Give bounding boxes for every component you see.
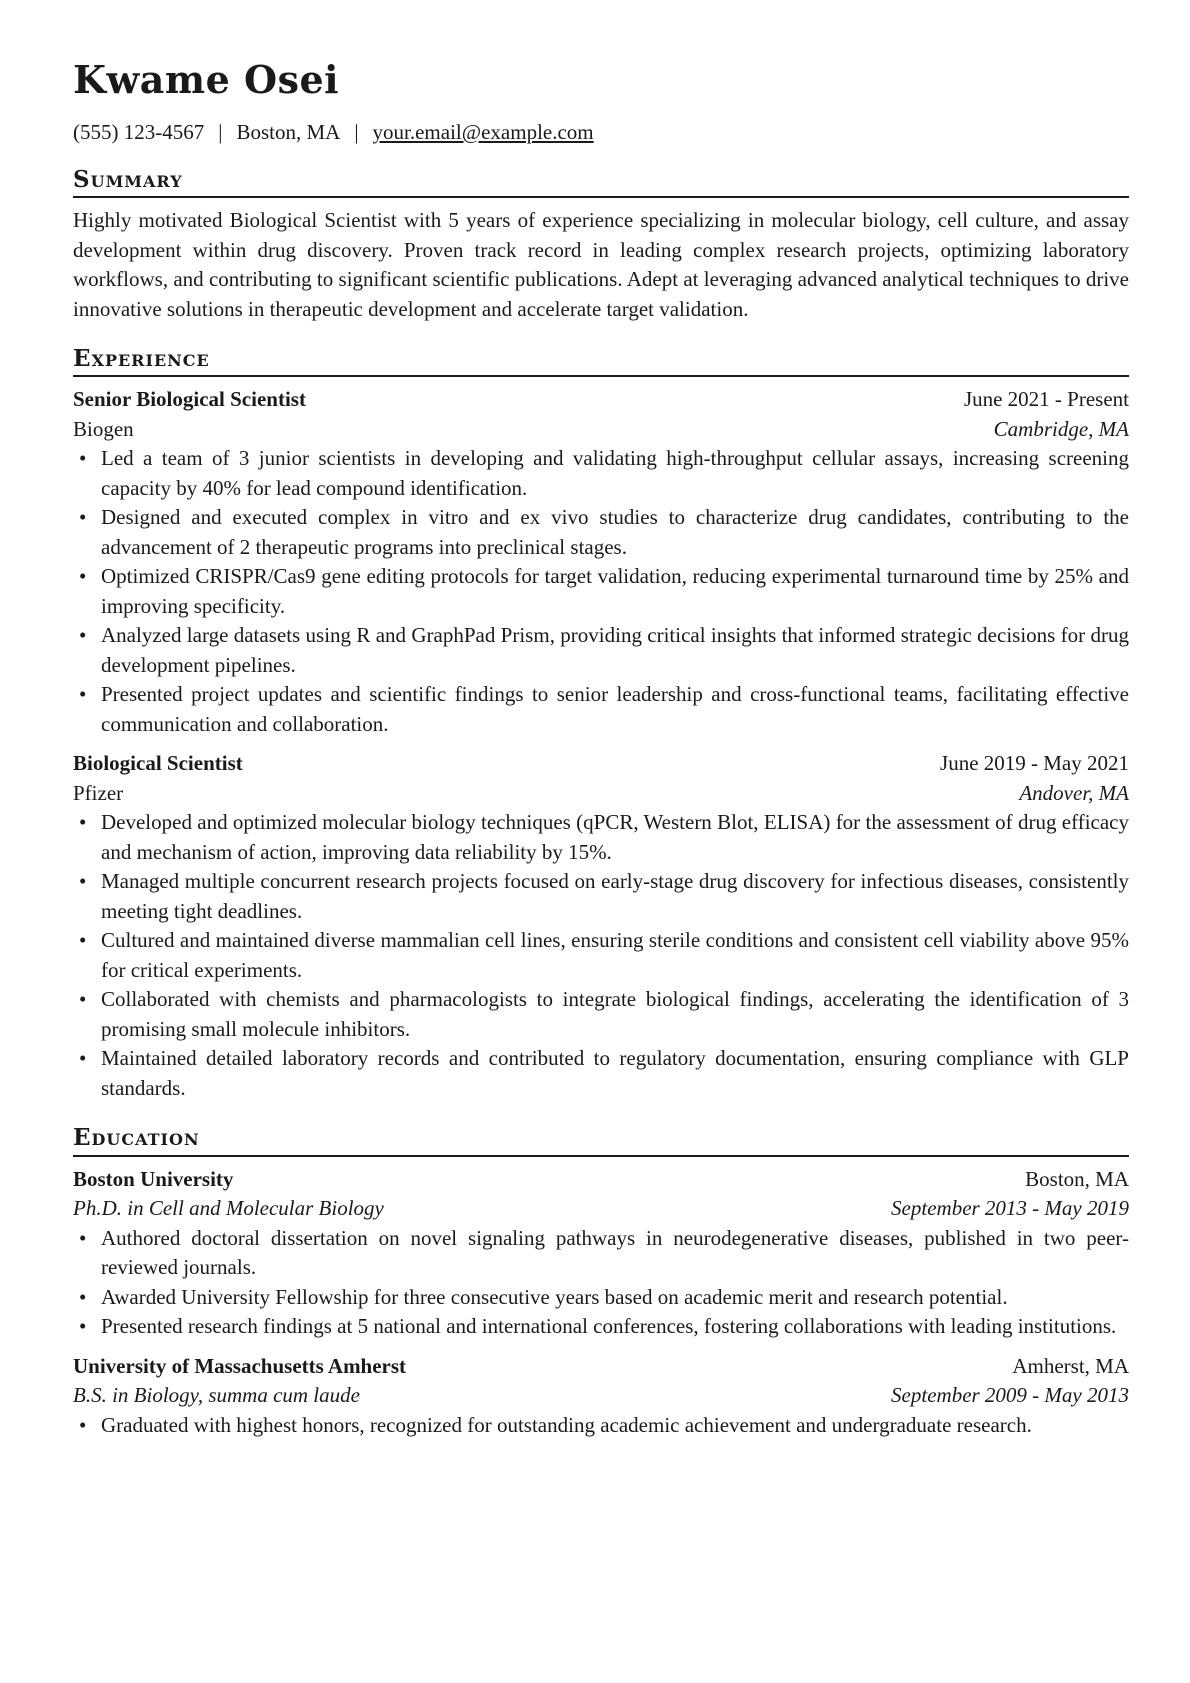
bullet-text: Managed multiple concurrent research projects focused on early-stage drug discovery for infectious diseases, consistently meeting tight deadlines. <box>101 869 1129 923</box>
bullet-icon: • <box>79 869 87 894</box>
education-entry <box>73 1165 1129 1342</box>
bullet-item <box>73 1312 1129 1342</box>
summary-section <box>73 167 1129 324</box>
bullet-text: Cultured and maintained diverse mammalian cell lines, ensuring sterile conditions and consistent cell viability above 95% for critical experiments. <box>101 928 1129 982</box>
bullet-item <box>73 867 1129 926</box>
bullet-icon: • <box>79 505 87 530</box>
bullet-text: Led a team of 3 junior scientists in developing and validating high-throughput cellular assays, increasing screening capacity by 40% for lead compound identification. <box>101 446 1129 500</box>
job-location: Andover, MA <box>1019 780 1129 805</box>
resume-page <box>73 58 1129 1450</box>
location: Boston, MA <box>236 119 341 144</box>
contact-separator: | <box>218 119 223 144</box>
bullet-text: Optimized CRISPR/Cas9 gene editing protocols for target validation, reducing experimental turnaround time by 25% and improving specificity. <box>101 564 1129 618</box>
bullet-icon: • <box>79 1314 87 1339</box>
bullet-icon: • <box>79 623 87 648</box>
education-dates: September 2013 - May 2019 <box>891 1196 1129 1221</box>
bullet-icon: • <box>79 987 87 1012</box>
job-role: Biological Scientist <box>73 751 243 776</box>
degree: B.S. in Biology, summa cum laude <box>73 1383 360 1408</box>
bullet-text: Collaborated with chemists and pharmacologists to integrate biological findings, accelerating the identification of 3 promising small molecule inhibitors. <box>101 987 1129 1041</box>
section-title-summary: Summary <box>73 167 1129 198</box>
job-subheader <box>73 779 1129 809</box>
job-bullets <box>73 808 1129 1103</box>
bullet-item <box>73 1283 1129 1313</box>
job-bullets <box>73 444 1129 739</box>
degree: Ph.D. in Cell and Molecular Biology <box>73 1196 384 1221</box>
bullet-item <box>73 680 1129 739</box>
job-company: Biogen <box>73 416 134 441</box>
bullet-icon: • <box>79 1046 87 1071</box>
bullet-item <box>73 985 1129 1044</box>
job-entry <box>73 749 1129 1103</box>
candidate-name: Kwame Osei <box>73 57 340 102</box>
email-link[interactable]: your.email@example.com <box>372 119 594 144</box>
school-location: Boston, MA <box>1025 1166 1129 1191</box>
bullet-text: Developed and optimized molecular biology techniques (qPCR, Western Blot, ELISA) for the assessment of drug efficacy and mechanism of action, improving data reliability by 15%. <box>101 810 1129 864</box>
bullet-item <box>73 1044 1129 1103</box>
section-title-education: Education <box>73 1125 1129 1156</box>
school-location: Amherst, MA <box>1012 1353 1129 1378</box>
education-header <box>73 1352 1129 1382</box>
bullet-item <box>73 503 1129 562</box>
education-bullets <box>73 1224 1129 1342</box>
bullet-item <box>73 621 1129 680</box>
bullet-icon: • <box>79 810 87 835</box>
bullet-text: Authored doctoral dissertation on novel signaling pathways in neurodegenerative diseases, published in two peer-reviewed journals. <box>101 1225 1129 1280</box>
job-dates: June 2019 - May 2021 <box>940 751 1129 776</box>
education-bullets <box>73 1411 1129 1441</box>
bullet-text: Awarded University Fellowship for three consecutive years based on academic merit and research potential. <box>101 1284 1008 1309</box>
bullet-text: Graduated with highest honors, recognized for outstanding academic achievement and undergraduate research. <box>101 1412 1032 1437</box>
section-title-experience: Experience <box>73 346 1129 377</box>
education-header <box>73 1165 1129 1195</box>
bullet-item <box>73 808 1129 867</box>
bullet-icon: • <box>79 1225 87 1250</box>
job-location: Cambridge, MA <box>993 416 1129 441</box>
experience-section <box>73 346 1129 1103</box>
bullet-icon: • <box>79 928 87 953</box>
bullet-item <box>73 444 1129 503</box>
bullet-icon: • <box>79 1412 87 1437</box>
summary-text: Highly motivated Biological Scientist with 5 years of experience specializing in molecular biology, cell culture, and assay development within drug discovery. Proven track record in leading complex research projects, optimizing laboratory workflows, and contributing to significant scientific publications. Adept at leveraging advanced analytical techniques to drive innovative solutions in therapeutic development and accelerate target validation. <box>73 208 1129 321</box>
job-company: Pfizer <box>73 780 124 805</box>
job-header <box>73 749 1129 779</box>
job-entry <box>73 385 1129 739</box>
education-subheader <box>73 1381 1129 1411</box>
bullet-text: Maintained detailed laboratory records and contributed to regulatory documentation, ensuring compliance with GLP standards. <box>101 1046 1129 1100</box>
job-dates: June 2021 - Present <box>963 387 1129 412</box>
bullet-item <box>73 1411 1129 1441</box>
education-dates: September 2009 - May 2013 <box>891 1383 1129 1408</box>
school-name: Boston University <box>73 1166 234 1191</box>
school-name: University of Massachusetts Amherst <box>73 1353 407 1378</box>
phone-number: (555) 123-4567 <box>73 119 205 144</box>
bullet-text: Analyzed large datasets using R and GraphPad Prism, providing critical insights that informed strategic decisions for drug development pipelines. <box>101 623 1129 677</box>
bullet-item <box>73 1224 1129 1283</box>
bullet-icon: • <box>79 682 87 707</box>
bullet-icon: • <box>79 564 87 589</box>
bullet-text: Designed and executed complex in vitro and ex vivo studies to characterize drug candidates, contributing to the advancement of 2 therapeutic programs into preclinical stages. <box>101 505 1129 559</box>
education-subheader <box>73 1194 1129 1224</box>
bullet-text: Presented project updates and scientific findings to senior leadership and cross-functional teams, facilitating effective communication and collaboration. <box>101 682 1129 736</box>
contact-separator: | <box>354 119 359 144</box>
job-subheader <box>73 415 1129 445</box>
job-header <box>73 385 1129 415</box>
bullet-icon: • <box>79 446 87 471</box>
bullet-icon: • <box>79 1284 87 1309</box>
education-section <box>73 1125 1129 1440</box>
education-entry <box>73 1352 1129 1441</box>
bullet-text: Presented research findings at 5 national and international conferences, fostering collaborations with leading institutions. <box>101 1314 1117 1339</box>
job-role: Senior Biological Scientist <box>73 387 306 412</box>
bullet-item <box>73 926 1129 985</box>
contact-line <box>73 120 1129 145</box>
bullet-item <box>73 562 1129 621</box>
